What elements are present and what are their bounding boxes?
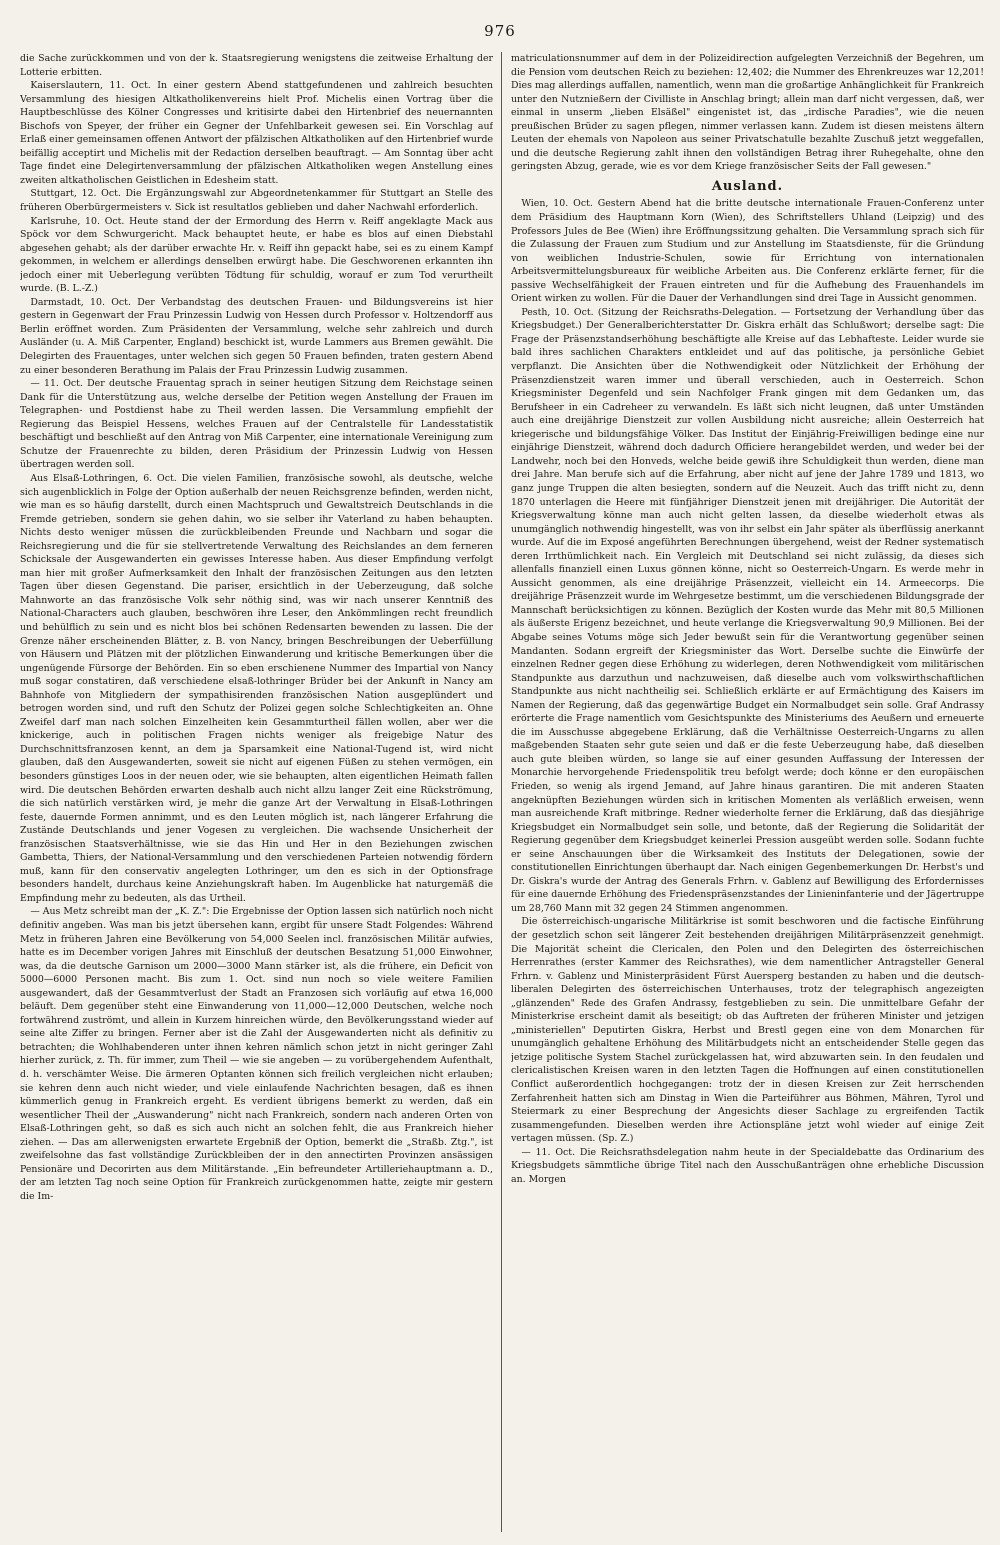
column-divider [501,52,502,1532]
left-column [20,52,493,1532]
page-number: 976 [484,22,516,40]
article-paragraph: die Sache zurückkommen und von der k. Staatsregierung wenigstens die zeitweise Erhaltung der Lotterie erbitten. [20,53,493,78]
article-paragraph: — Aus Metz schreibt man der „K. Z.": Die Ergebnisse der Option lassen sich natürlich noch nicht definitiv angeben. Was man bis jetzt übersehen kann, ergibt für unsere Stadt Folgendes: Während Metz in früheren Jahren eine Bevölkerung von 54,000 Seelen incl. französischen Militär aufwies, hatte es im December vorigen Jahres mit Einschluß der deutschen Besatzung 51,000 Einwohner, was, da die deutsche Garnison um 2000—3000 Mann stärker ist, als die frühere, ein Deficit von 5000—6000 Personen macht. Bis zum 1. Oct. sind nun noch so viele weitere Familien ausgewandert, daß der Gesammtverlust der Stadt an Franzosen sich vorläufig auf etwa 16,000 beläuft. Dem gegenüber steht eine Einwanderung von 11,000—12,000 Deutschen, welche noch fortwährend zuströmt, und allein in Kurzem hinreichen würde, den Bevölkerungsstand wieder auf seine alte Ziffer zu bringen. Ferner aber ist die Zahl der Ausgewanderten nicht als definitiv zu betrachten; die Wohlhabenderen unter ihnen kehren nämlich schon jetzt in nicht geringer Zahl hierher zurück, z. Th. für immer, zum Theil — wie sie angeben — zu vorübergehendem Aufenthalt, d. h. verschämter Weise. Die ärmeren Optanten können sich freilich vergleichen nicht erlauben; sie kehren denn auch nicht wieder, und viele einlaufende Nachrichten besagen, daß es ihnen kümmerlich genug in Frankreich ergeht. Es verdient übrigens bemerkt zu werden, daß ein wesentlicher Theil der „Auswanderung" nicht nach Frankreich, sondern nach anderen Orten von Elsaß-Lothringen geht, so daß es sich auch nicht an solchen fehlt, die aus Frankreich hieher ziehen. — Das am allerwenigsten erwartete Ergebniß der Option, bemerkt die „Straßb. Ztg.", ist zweifelsohne das fast vollständige Zurückbleiben der in den annectirten Provinzen ansässigen Pensionäre und Decorirten aus dem Militärstande. „Ein befreundeter Artilleriehauptmann a. D., der am letzten Tag noch seine Option für Frankreich zurückgenommen hatte, zeigte mir gestern die Im- [20,906,493,1202]
article-paragraph: Die österreichisch-ungarische Militärkrise ist somit beschworen und die factische Einführung der gesetzlich schon seit längerer Zeit bestehenden dreijährigen Militärpräsenzzeit genehmigt. Die Majorität scheint die Clericalen, den Polen und den Delegirten des österreichischen Herrenrathes (erster Kammer des Reichsrathes), wie dem namentlicher Antragsteller General Frhrn. v. Gablenz und Ministerpräsident Fürst Auersperg bestanden zu haben und die deutsch-liberalen Delegirten des österreichischen Unterhauses, trotz der telegraphisch angezeigten „glänzenden" Rede des Grafen Andrassy, festgeblieben zu sein. Die unmittelbare Gefahr der Ministerkrise erscheint damit als beseitigt; ob das Auftreten der früheren Minister und jetzigen „ministeriellen" Deputirten Giskra, Herbst und Brestl gegen eine von dem Monarchen für unumgänglich gehaltene Erhöhung des Militärbudgets nicht an entscheidender Stelle gegen das jetzige politische System Stachel zurückgelassen hat, wird abzuwarten sein. In den feudalen und clericalistischen Kreisen waren in den letzten Tagen die Hoffnungen auf einen constitutionellen Conflict außerordentlich hochgegangen: trotz der in diesen Kreisen zur Zeit herrschenden Zerfahrenheit hatten sich am Dinstag in Wien die Parteiführer aus Böhmen, Mähren, Tyrol und Steiermark zu einer Besprechung der Angesichts dieser Sachlage zu ergreifenden Tactik zusammengefunden. Dieselben werden ihre Actionspläne jetzt wohl wieder auf einige Zeit vertagen müssen. (Sp. Z.) [511,916,984,1145]
article-paragraph: Aus Elsaß-Lothringen, 6. Oct. Die vielen Familien, französische sowohl, als deutsche, welche sich augenblicklich in Folge der Option außerhalb der neuen Reichsgrenze befinden, werden nicht, wie man es so häufig darstellt, durch einen Machtspruch und Gewaltstreich Deutschlands in die Fremde getrieben, sondern sie gehen dahin, wo sie selber ihr Vaterland zu haben behaupten. Nichts desto weniger müssen die zurückbleibenden Freunde und Nachbarn und sogar die Reichsregierung und die für sie stellvertretende Verwaltung des Reichslandes an dem ferneren Schicksale der Ausgewanderten ein gewisses Interesse haben. Aus dieser Empfindung verfolgt man hier mit großer Aufmerksamkeit den Inhalt der französischen Zeitungen aus den letzten Tagen über diesen Gegenstand. Die pariser, ersichtlich in der Ueberzeugung, daß solche Mahnworte an das französische Volk sehr nöthig sind, was wir nach unserer Kenntniß des National-Characters auch glauben, beschwören ihre Leser, den Ankömmlingen recht freundlich und behülflich zu sein und es nicht blos bei schönen Redensarten bewenden zu lassen. Die der Grenze näher erscheinenden Blätter, z. B. von Nancy, bringen Beschreibungen der Ueberfüllung von Häusern und Plätzen mit der plötzlichen Einwanderung und kritische Bemerkungen über die ungenügende Fürsorge der Behörden. Ein so eben erschienene Nummer des Impartial von Nancy muß sogar constatiren, daß verschiedene elsaß-lothringer Brüder bei der Ankunft in Nancy am Bahnhofe von Mitgliedern der sympathisirenden französischen Nation ausgeplündert und betrogen worden sind, und ruft den Schutz der Polizei gegen solche Schlechtigkeiten an. Ohne Zweifel darf man nach solchen Einzelheiten kein Gesammturtheil fällen wollen, aber wer die knickerige, auch in politischen Fragen nichts weniger als freigebige Natur des Durchschnittsfranzosen kennt, an dem ja Sparsamkeit eine National-Tugend ist, wird nicht glauben, daß den Ausgewanderten, soweit sie nicht auf eigenen Füßen zu stehen vermögen, ein besonders günstiges Loos in der neuen oder, wie sie behaupten, alten eigentlichen Heimath fallen wird. Die deutschen Behörden erwarten deshalb auch nicht allzu langer Zeit eine Rückströmung, die sich natürlich verstärken wird, je mehr die ganze Art der Verwaltung in Elsaß-Lothringen feste, dauernde Formen annimmt, und es den Leuten möglich ist, nach längerer Erfahrung die Zustände Deutschlands und jener Vogesen zu vergleichen. Die wachsende Unsicherheit der französischen Staatsverhältnisse, wie sie das Hin und Her in den Beziehungen zwischen Gambetta, Thiers, der National-Versammlung und den verschiedenen Parteien notwendig fördern muß, kann für den conservativ angelegten Lothringer, um den es sich in der Optionsfrage besonders handelt, durchaus keine Anziehungskraft haben. Im Augenblicke hat naturgemäß die Empfindung mehr zu bedeuten, als das Urtheil. [20,472,493,904]
article-paragraph: Karlsruhe, 10. Oct. Heute stand der der Ermordung des Herrn v. Reiff angeklagte Mack aus Spöck vor dem Schwurgericht. Mack behauptet heute, er habe es blos auf einen Diebstahl abgesehen gehabt; als der darüber erwachte Hr. v. Reiff ihn gepackt habe, sei es zu einem Kampf gekommen, in welchem er allerdings denselben erwürgt habe. Die Geschworenen erkannten ihn jedoch einer mit Ueberlegung verübten Tödtung für schuldig, worauf er zum Tod verurtheilt wurde. (B. L.-Z.) [20,215,493,295]
right-column [511,52,984,1532]
section-heading: Ausland. [711,178,784,194]
article-paragraph: Kaiserslautern, 11. Oct. In einer gestern Abend stattgefundenen und zahlreich besuchten Versammlung des hiesigen Altkatholikenvereins hielt Prof. Michelis einen Vortrag über die Hauptbeschlüsse des Kölner Congresses und kritisirte dabei den Hirtenbrief des neuernannten Bischofs von Speyer, der früher ein Gegner der Unfehlbarkeit gewesen sei. Ein Vorschlag auf Erlaß einer gemeinsamen offenen Antwort der pfälzischen Altkatholiken auf den Hirtenbrief wurde beifällig acceptirt und Michelis mit der Redaction derselben beauftragt. — Am Sonntag über acht Tage findet eine Delegirtenversammlung der pfälzischen Altkatholiken wegen Anstellung eines zweiten altkatholischen Geistlichen in Edesheim statt. [20,80,493,186]
article-paragraph: — 11. Oct. Die Reichsrathsdelegation nahm heute in der Specialdebatte das Ordinarium des Kriegsbudgets sämmtliche übrige Titel nach den Ausschußanträgen ohne erhebliche Discussion an. Morgen [511,1146,984,1185]
article-paragraph: Wien, 10. Oct. Gestern Abend hat die britte deutsche internationale Frauen-Conferenz unter dem Präsidium des Hauptmann Korn (Wien), des Schriftstellers Uhland (Leipzig) und des Professors Jules de Bee (Wien) ihre Eröffnungssitzung gehalten. Die Versammlung sprach sich für die Zulassung der Frauen zum Studium und zur Anstellung im Staatsdienste, für die Gründung von weiblichen Industrie-Schulen, sowie für Errichtung von internationalen Arbeitsvermittelungsbureaux für weibliche Arbeiten aus. Die Conferenz erklärte ferner, für die passive Wechselfähigkeit der Frauen eintreten und für die Aufhebung des Frauenhandels im Orient wirken zu wollen. Für die Dauer der Verhandlungen sind drei Tage in Aussicht genommen. [511,198,984,305]
article-paragraph: Darmstadt, 10. Oct. Der Verbandstag des deutschen Frauen- und Bildungsvereins ist hier gestern in Gegenwart der Frau Prinzessin Ludwig von Hessen durch Professor v. Holtzendorff aus Berlin eröffnet worden. Zum Präsidenten der Versammlung, welche sehr zahlreich und durch Ausländer (u. A. Miß Carpenter, England) beschickt ist, wurde Lammers aus Bremen gewählt. Die Delegirten des Frauentages, unter welchen sich gegen 50 Frauen befinden, traten gestern Abend zu einer besonderen Berathung im Palais der Frau Prinzessin Ludwig zusammen. [20,296,493,376]
article-paragraph: Pesth, 10. Oct. (Sitzung der Reichsraths-Delegation. — Fortsetzung der Verhandlung über das Kriegsbudget.) Der Generalberichterstatter Dr. Giskra erhält das Schlußwort; derselbe sagt: Die Frage der Präsenzstandserhöhung beschäftigte alle Kreise auf das Lebhafteste. Leider wurde sie bald ihres sachlichen Charakters entkleidet und auf das politische, ja persönliche Gebiet verpflanzt. Die Ansichten über die Nothwendigkeit oder Nützlichkeit der Erhöhung der Präsenzdienstzeit waren immer und überall verschieden, auch in Oesterreich. Schon Kriegsminister Degenfeld und sein Nachfolger Frank gingen mit dem Gedanken um, das Berufsheer in ein Cadreheer zu verwandeln. Es läßt sich nicht leugnen, daß unter Umständen auch eine dreijährige Dienstzeit zur vollen Ausbildung nicht ausreiche; allein Oesterreich hat kriegerische und bildungsfähige Völker. Das Institut der Einjährig-Freiwilligen bedinge eine nur einjährige Dienstzeit, während doch dadurch Officiere herangebildet werden, und weder bei der Landwehr, noch bei den Honveds, welche beide gewiß ihre Schuldigkeit thun werden, diene man drei Jahre. Man berufe sich auf die Erfahrung, aber nicht auf jene der Jahre 1789 und 1813, wo ganz junge Truppen die alten besiegten, sondern auf die Neuzeit. Auch das trifft nicht zu, denn 1870 unterlagen die Heere mit fünfjähriger Dienstzeit jenen mit dreijähriger. Die Autorität der Kriegsverwaltung könne man auch nicht gelten lassen, da dieselbe wiederholt etwas als unumgänglich nothwendig hingestellt, was von ihr selbst ein Jahr später als überflüssig anerkannt wurde. Auf die im Exposé angeführten Berechnungen übergehend, weist der Redner systematisch deren Irrthümlichkeit nach. Ein Vergleich mit Deutschland sei nicht zulässig, da dieses sich allenfalls finanziell einen Luxus gönnen könne, nicht so Oesterreich-Ungarn. Es werde mehr in Aussicht genommen, als eine dreijährige Präsenzzeit, vielleicht ein 14. Armeecorps. Die dreijährige Präsenzzeit wurde im Wehrgesetze bestimmt, um die verschiedenen Bildungsgrade der Mannschaft berücksichtigen zu können. Bezüglich der Kosten wurde das Mehr mit 80,5 Millionen als äußerste Erigenz bezeichnet, und heute verlange die Kriegsverwaltung 90,9 Millionen. Bei der Abgabe seines Votums möge sich Jeder bewußt sein für die Verantwortung gegenüber seinen Mandanten. Sodann ergreift der Kriegsminister das Wort. Derselbe suchte die Einwürfe der einzelnen Redner gegen diese Erhöhung zu widerlegen, deren Nothwendigkeit vom militärischen Standpunkte aus darzuthun und nachzuweisen, daß dieselbe auch vom volkswirthschaftlichen Standpunkte aus nicht nachtheilig sei. Schließlich erklärte er auf Ermächtigung des Kaisers im Namen der Regierung, daß das gegenwärtige Budget ein Normalbudget sein solle. Graf Andrassy erörterte die Frage namentlich vom Gesichtspunkte des Ministeriums des Aeußern und erneuerte die im Ausschusse abgegebene Erklärung, daß die Verhältnisse Oesterreich-Ungarns zu allen maßgebenden Staaten sehr gute seien und daß er die feste Ueberzeugung habe, daß dieselben auch gute bleiben würden, so lange sie auf einer gesunden Auffassung der Interessen der Monarchie hervorgehende Friedenspolitik treu befolgt werde; doch könne er den europäischen Frieden, so wenig als irgend Jemand, auf Jahre hinaus garantiren. Die mit anderen Staaten angeknüpften Beziehungen würden sich in kritischen Momenten als verläßlich erweisen, wenn man ausreichende Kraft mitbringe. Redner wiederholte ferner die Erklärung, daß das diesjährige Kriegsbudget ein Normalbudget sein solle, und betonte, daß der Regierung die Solidarität der Regierung gegenüber dem Kriegsbudget keinerlei Pression ausgeübt werden solle. Sodann fuchte er seine Anschauungen über die Wirksamkeit des Instituts der Delegationen, sowie der constitutionellen Einrichtungen überhaupt dar. Nach einigen Gegenbemerkungen Dr. Herbst's und Dr. Giskra's wurde der Antrag des Generals Frhrn. v. Gablenz auf Bewilligung des Erfordernisses für eine dauernde Erhöhung des Friedenspräsenzstandes der Linieninfanterie und der Jägertruppe um 28,760 Mann mit 32 gegen 24 Stimmen angenommen. [511,306,984,914]
article-paragraph: matriculationsnummer auf dem in der Polizeidirection aufgelegten Verzeichniß der Begehren, um die Pension vom deutschen Reich zu beziehen: 12,402; die Nummer des Ehrenkreuzes war 12,201! Dies mag allerdings auffallen, namentlich, wenn man die großartige Anhänglichkeit für Frankreich unter den Nutznießern der Civilliste in Anschlag bringt; allein man darf nicht vergessen, daß, wer einmal in unserm „lieben Elsäßel" eingenistet ist, das „irdische Paradies", wie die neuen preußischen Brüder zu sagen pflegen, nimmer verlassen kann. Zudem ist diesen meistens ältern Leuten der ehemals von Napoleon aus seiner Privatschatulle bezahlte Zuschuß jetzt weggefallen, und die deutsche Regierung zahlt ihnen den vollständigen Betrag ihrer Ruhegehalte, ohne den geringsten Abzug, gerade, wie es vor dem Kriege französischer Seits der Fall gewesen." [511,53,984,173]
article-paragraph: Stuttgart, 12. Oct. Die Ergänzungswahl zur Abgeordnetenkammer für Stuttgart an Stelle des früheren Oberbürgermeisters v. Sick ist resultatlos geblieben und daher Nachwahl erforderlich. [20,188,493,214]
article-paragraph: — 11. Oct. Der deutsche Frauentag sprach in seiner heutigen Sitzung dem Reichstage seinen Dank für die Unterstützung aus, welche derselbe der Petition wegen Anstellung der Frauen im Telegraphen- und Postdienst habe zu Theil werden lassen. Die Versammlung empfiehlt der Regierung das Beispiel Hessens, welches Frauen auf der Centralstelle für Landesstatistik beschäftigt und beschließt auf den Antrag von Miß Carpenter, eine internationale Vereinigung zum Schutze der Frauenrechte zu bilden, deren Präsidium der Prinzessin Ludwig von Hessen übertragen werden soll. [20,378,493,471]
